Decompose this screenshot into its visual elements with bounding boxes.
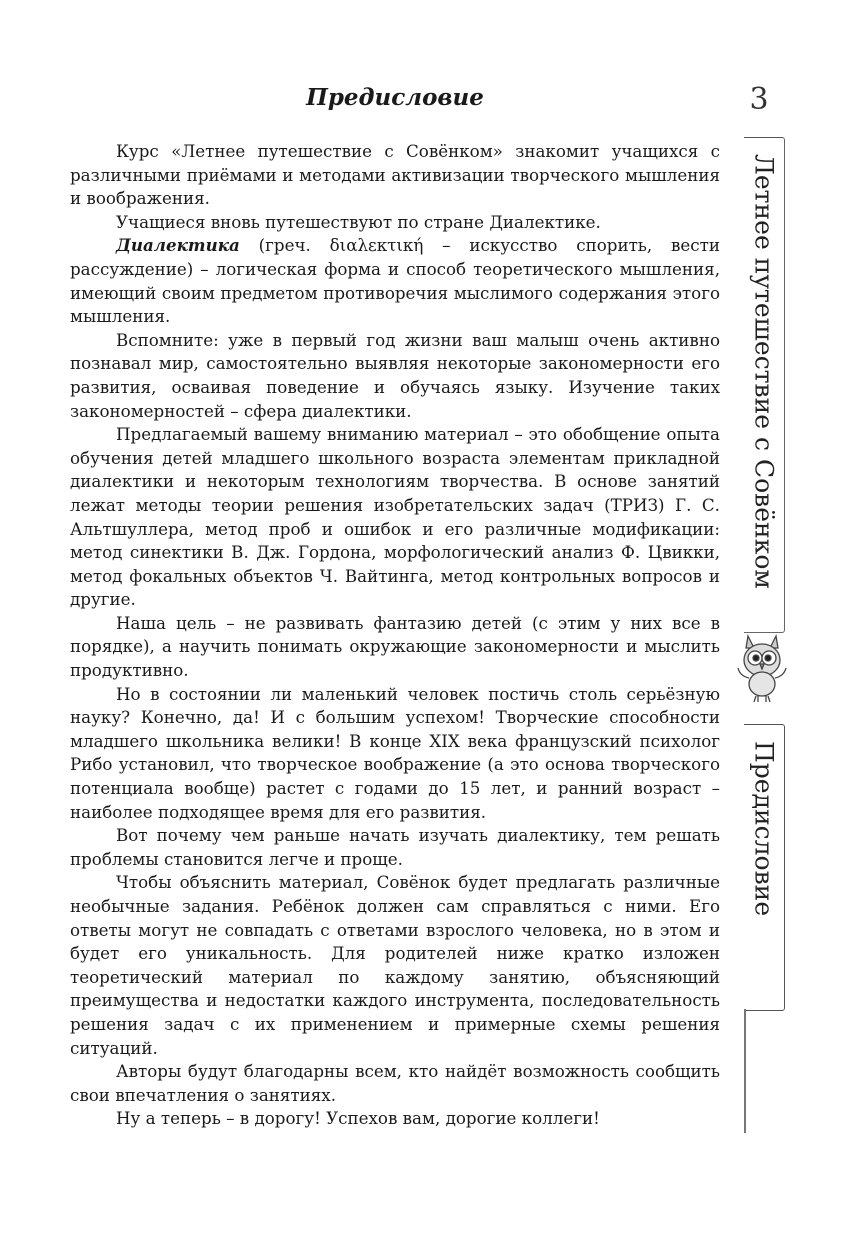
paragraph: Чтобы объяснить материал, Совёнок будет предлагать различные необычные задания. Ребёнок должен сам справляться с ними. Его ответы могут не совпадать с ответами взрослого человека, но в этом и будет его уникальность. Для родителей ниже кратко изложен теоретический материал по каждому занятию, объясняющий преимущества и недостатки каждого инструмента, последовательность решения задач с их применением и примерные схемы решения ситуаций. bbox=[70, 872, 720, 1058]
page-number: 3 bbox=[749, 82, 769, 117]
body-text bbox=[70, 140, 720, 1131]
paragraph: Но в состоянии ли маленький человек постичь столь серьёзную науку? Конечно, да! И с большим успехом! Творческие способности младшего школьника велики! В конце XIX века французский психолог Рибо установил, что творческое воображение (а это основа творческого потенциала вообще) растет с годами до 15 лет, и ранний возраст – наиболее подходящее время для его развития. bbox=[70, 683, 720, 822]
definition-text: (греч. διαλεκτική – искусство спорить, вести рассуждение) – логическая форма и способ теоретического мышления, имеющий своим предметом противоречия мыслимого содержания этого мышления. bbox=[70, 235, 720, 327]
paragraph: Учащиеся вновь путешествуют по стране Диалектике. bbox=[116, 211, 601, 232]
book-title-label: Летнее путешествие с Совёнком bbox=[749, 154, 779, 589]
side-tab-section bbox=[744, 724, 785, 1011]
paragraph-definition bbox=[70, 234, 720, 328]
page-title: Предисловие bbox=[306, 84, 484, 111]
paragraph: Ну а теперь – в дорогу! Успехов вам, дорогие коллеги! bbox=[116, 1108, 600, 1129]
paragraph: Предлагаемый вашему вниманию материал – это обобщение опыта обучения детей младшего школьного возраста элементам прикладной диалектики и некоторым технологиям творчества. В основе занятий лежат методы теории решения изобретательских задач (ТРИЗ) Г. С. Альтшуллера, метод проб и ошибок и его различные модификации: метод синектики В. Дж. Гордона, морфологический анализ Ф. Цвикки, метод фокальных объектов Ч. Вайтинга, метод контрольных вопросов и другие. bbox=[70, 424, 720, 610]
paragraph: Курс «Летнее путешествие с Совёнком» знакомит учащихся с различными приёмами и методами активизации творческого мышления и воображения. bbox=[70, 141, 720, 209]
tab-edge-line bbox=[744, 1009, 786, 1133]
paragraph: Наша цель – не развивать фантазию детей (с этим у них все в порядке), а научить понимать окружающие закономерности и мыслить продуктивно. bbox=[70, 612, 720, 681]
owl-icon bbox=[734, 626, 790, 704]
section-label: Предисловие bbox=[749, 741, 779, 917]
term-dialectics: Диалектика bbox=[116, 235, 240, 256]
paragraph: Вот почему чем раньше начать изучать диалектику, тем решать проблемы становится легче и проще. bbox=[70, 825, 720, 869]
paragraph: Вспомните: уже в первый год жизни ваш малыш очень активно познавал мир, самостоятельно выявляя некоторые закономерности его развития, осваивая поведение и обучаясь языку. Изучение таких закономерностей – сфера диалектики. bbox=[70, 329, 720, 421]
paragraph: Авторы будут благодарны всем, кто найдёт возможность сообщить свои впечатления о занятиях. bbox=[70, 1061, 720, 1105]
side-tab-book-title bbox=[744, 137, 785, 633]
